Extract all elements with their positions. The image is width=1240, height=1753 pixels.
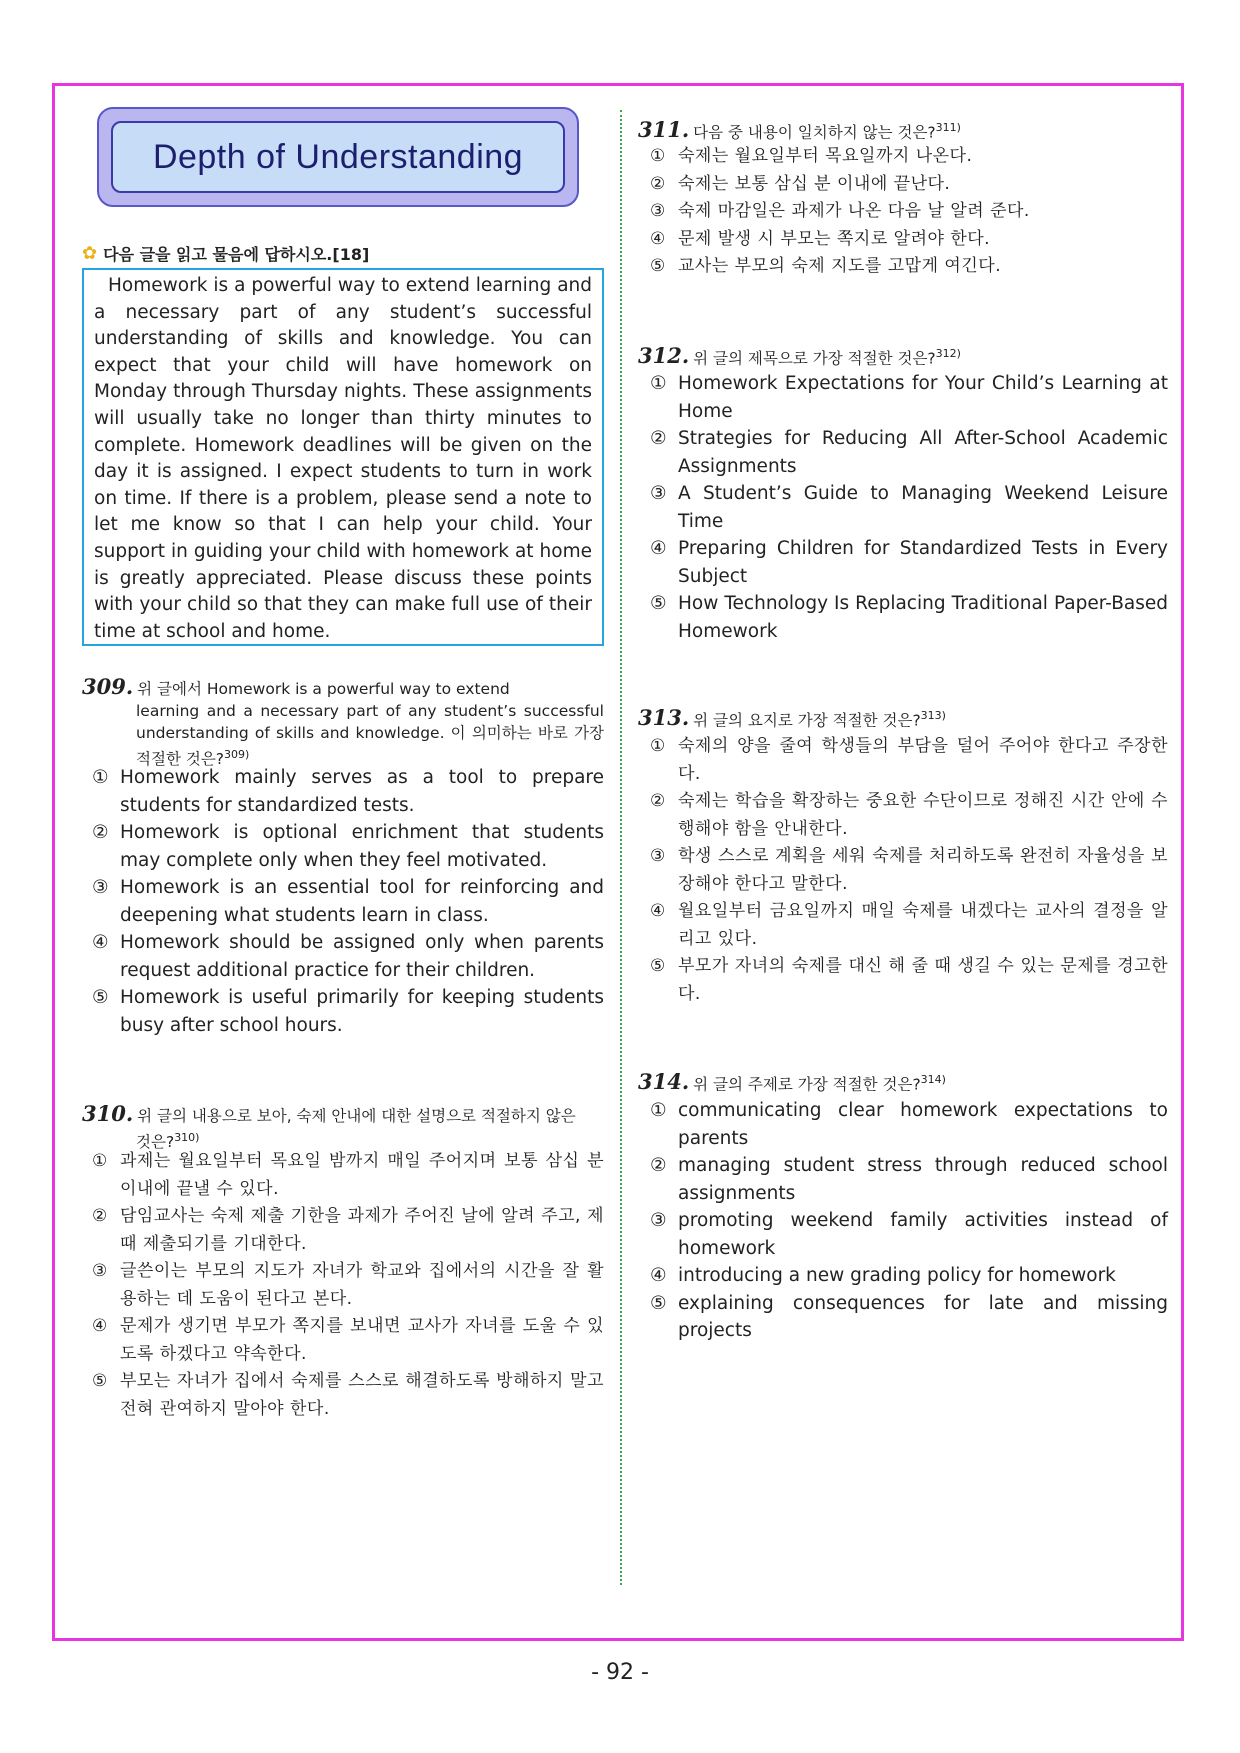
option-text: 부모가 자녀의 숙제를 대신 해 줄 때 생길 수 있는 문제를 경고한다. xyxy=(678,956,1168,1004)
page-number: - 92 - xyxy=(591,1660,649,1685)
question-309-options xyxy=(90,764,604,1039)
answer-option xyxy=(648,898,1168,953)
option-text: 담임교사는 숙제 제출 기한을 과제가 주어진 날에 알려 주고, 제때 제출되기를 기대한다. xyxy=(120,1206,604,1254)
question-ref: 314) xyxy=(920,1073,946,1086)
question-number: 312. xyxy=(638,343,690,369)
option-text: Preparing Children for Standardized Tests in Every Subject xyxy=(678,538,1168,587)
option-marker: ⑤ xyxy=(650,256,666,276)
option-marker: ① xyxy=(92,1151,108,1171)
option-text: Homework is an essential tool for reinforcing and deepening what students learn in class. xyxy=(120,877,604,926)
flower-icon: ✿ xyxy=(82,243,98,264)
option-text: A Student’s Guide to Managing Weekend Leisure Time xyxy=(678,483,1168,532)
answer-option xyxy=(90,1203,604,1258)
question-311-options xyxy=(648,143,1168,281)
option-marker: ⑤ xyxy=(650,593,667,614)
option-text: 숙제는 보통 삼십 분 이내에 끝난다. xyxy=(678,173,951,194)
option-marker: ③ xyxy=(650,846,666,866)
option-text: 숙제는 학습을 확장하는 중요한 수단이므로 정해진 시간 안에 수행해야 함을 안내한다. xyxy=(678,791,1168,839)
answer-option xyxy=(90,984,604,1039)
answer-option xyxy=(648,226,1168,254)
option-marker: ④ xyxy=(650,1265,667,1286)
question-ref: 310) xyxy=(174,1131,200,1144)
question-312-options xyxy=(648,370,1168,645)
question-number: 314. xyxy=(638,1069,690,1095)
option-marker: ⑤ xyxy=(650,1292,667,1314)
answer-option xyxy=(90,764,604,819)
title-banner-inner xyxy=(111,121,565,193)
answer-option xyxy=(648,370,1168,425)
answer-option xyxy=(90,1148,604,1203)
option-marker: ② xyxy=(650,791,666,811)
option-marker: ① xyxy=(650,373,667,394)
instruction-text: 다음 글을 읽고 물음에 답하시오.[18] xyxy=(103,245,370,264)
answer-option xyxy=(648,143,1168,171)
option-marker: ② xyxy=(650,173,666,194)
question-text: 위 글의 내용으로 보아, 숙제 안내에 대한 설명으로 적절하지 않은 xyxy=(137,1107,576,1125)
option-marker: ③ xyxy=(650,483,667,504)
option-text: Homework is optional enrichment that students may complete only when they feel motivated. xyxy=(120,822,604,871)
answer-option xyxy=(648,171,1168,199)
answer-option xyxy=(648,1207,1168,1262)
option-text: 교사는 부모의 숙제 지도를 고맙게 여긴다. xyxy=(678,256,1002,276)
question-number: 309. xyxy=(82,674,134,699)
option-marker: ⑤ xyxy=(92,987,109,1008)
question-number: 313. xyxy=(638,705,690,731)
option-text: 문제가 생기면 부모가 쪽지를 보내면 교사가 자녀를 도울 수 있도록 하겠다고 약속한다. xyxy=(120,1316,604,1364)
option-marker: ③ xyxy=(650,1210,667,1231)
question-313-options xyxy=(648,733,1168,1008)
question-text: 위 글의 주제로 가장 적절한 것은? xyxy=(693,1075,921,1094)
option-text: managing student stress through reduced school assignments xyxy=(678,1155,1168,1204)
option-text: introducing a new grading policy for homework xyxy=(678,1265,1116,1286)
question-310-heading xyxy=(82,1103,604,1153)
answer-option xyxy=(648,535,1168,590)
question-number: 311. xyxy=(638,117,690,143)
option-marker: ④ xyxy=(650,538,667,559)
question-ref: 313) xyxy=(920,709,946,722)
option-marker: ⑤ xyxy=(650,956,666,976)
question-text-cont: 것은? xyxy=(136,1133,175,1152)
column-divider xyxy=(620,110,622,1585)
page-title: Depth of Understanding xyxy=(152,137,524,176)
answer-option xyxy=(648,198,1168,226)
option-text: promoting weekend family activities instead of homework xyxy=(678,1210,1168,1259)
question-text: 위 글의 요지로 가장 적절한 것은? xyxy=(693,711,921,730)
answer-option xyxy=(90,929,604,984)
answer-option xyxy=(648,425,1168,480)
option-marker: ② xyxy=(92,822,109,843)
option-marker: ③ xyxy=(92,877,109,898)
answer-option xyxy=(90,1258,604,1313)
answer-option xyxy=(648,480,1168,535)
option-text: Strategies for Reducing All After-School Academic Assignments xyxy=(678,428,1168,477)
question-text-cont: learning and a necessary part of any student’s successful understanding of skills and knowledge. 이 의미하는 바로 가장 적절한 것은? xyxy=(136,702,604,769)
option-marker: ③ xyxy=(92,1261,108,1281)
question-311-heading xyxy=(638,117,1168,143)
option-text: communicating clear homework expectations to parents xyxy=(678,1100,1168,1149)
option-marker: ③ xyxy=(650,201,666,221)
instruction xyxy=(82,242,369,265)
answer-option xyxy=(648,1262,1168,1290)
option-text: 글쓴이는 부모의 지도가 자녀가 학교와 집에서의 시간을 잘 활용하는 데 도움이 된다고 본다. xyxy=(120,1261,604,1309)
answer-option xyxy=(648,953,1168,1008)
option-marker: ④ xyxy=(650,901,666,921)
title-banner xyxy=(97,107,579,207)
answer-option xyxy=(648,1152,1168,1207)
option-marker: ② xyxy=(650,1155,667,1176)
answer-option xyxy=(648,1097,1168,1152)
option-text: 숙제 마감일은 과제가 나온 다음 날 알려 준다. xyxy=(678,201,1030,221)
option-text: Homework should be assigned only when parents request additional practice for their children. xyxy=(120,932,604,981)
question-ref: 312) xyxy=(935,347,961,360)
option-text: How Technology Is Replacing Traditional Paper-Based Homework xyxy=(678,593,1168,642)
reading-passage: Homework is a powerful way to extend learning and a necessary part of any student’s successful understanding of skills and knowledge. You can expect that your child will have homework on Monday through Thursday nights. These assignments will usually take no longer than thirty minutes to complete. Homework deadlines will be given on the day it is assigned. I expect students to turn in work on time. If there is a problem, please send a note to let me know so that I can help your child. Your support in guiding your child with homework at home is greatly appreciated. Please discuss these points with your child so that they can make full use of their time at school and home. xyxy=(82,268,604,646)
option-text: 숙제의 양을 줄여 학생들의 부담을 덜어 주어야 한다고 주장한다. xyxy=(678,736,1168,784)
answer-option xyxy=(648,590,1168,645)
option-marker: ① xyxy=(650,736,666,756)
option-text: 학생 스스로 계획을 세워 숙제를 처리하도록 완전히 자율성을 보장해야 한다고 말한다. xyxy=(678,846,1168,894)
option-text: Homework Expectations for Your Child’s Learning at Home xyxy=(678,373,1168,422)
question-number: 310. xyxy=(82,1101,134,1126)
option-marker: ② xyxy=(92,1206,108,1226)
answer-option xyxy=(90,874,604,929)
option-text: explaining consequences for late and missing projects xyxy=(678,1292,1168,1341)
option-marker: ④ xyxy=(92,932,109,953)
question-313-heading xyxy=(638,705,1168,731)
question-ref: 309) xyxy=(224,748,250,761)
question-309-heading xyxy=(82,676,604,770)
option-marker: ② xyxy=(650,428,667,449)
answer-option xyxy=(648,253,1168,281)
option-text: Homework is useful primarily for keeping students busy after school hours. xyxy=(120,987,604,1036)
question-text: 위 글에서 Homework is a powerful way to extend xyxy=(137,680,510,698)
answer-option xyxy=(90,1313,604,1368)
answer-option xyxy=(648,788,1168,843)
question-text: 다음 중 내용이 일치하지 않는 것은? xyxy=(693,123,936,142)
question-312-heading xyxy=(638,343,1168,369)
option-marker: ① xyxy=(650,146,666,166)
option-marker: ① xyxy=(650,1100,667,1121)
option-marker: ④ xyxy=(92,1316,108,1336)
answer-option xyxy=(90,819,604,874)
question-text: 위 글의 제목으로 가장 적절한 것은? xyxy=(693,349,936,368)
option-text: 문제 발생 시 부모는 쪽지로 알려야 한다. xyxy=(678,228,991,249)
option-text: 부모는 자녀가 집에서 숙제를 스스로 해결하도록 방해하지 말고 전혀 관여하지 말아야 한다. xyxy=(120,1371,604,1419)
option-text: 숙제는 월요일부터 목요일까지 나온다. xyxy=(678,146,973,166)
question-ref: 311) xyxy=(935,121,961,134)
option-marker: ④ xyxy=(650,228,666,249)
answer-option xyxy=(648,1290,1168,1345)
question-314-options xyxy=(648,1097,1168,1345)
answer-option xyxy=(90,1368,604,1423)
option-text: 과제는 월요일부터 목요일 밤까지 매일 주어지며 보통 삼십 분 이내에 끝낼 수 있다. xyxy=(120,1151,604,1199)
question-314-heading xyxy=(638,1069,1168,1095)
option-marker: ⑤ xyxy=(92,1371,108,1391)
answer-option xyxy=(648,733,1168,788)
answer-option xyxy=(648,843,1168,898)
option-marker: ① xyxy=(92,767,109,788)
option-text: 월요일부터 금요일까지 매일 숙제를 내겠다는 교사의 결정을 알리고 있다. xyxy=(678,901,1168,949)
question-310-options xyxy=(90,1148,604,1423)
option-text: Homework mainly serves as a tool to prepare students for standardized tests. xyxy=(120,767,604,816)
